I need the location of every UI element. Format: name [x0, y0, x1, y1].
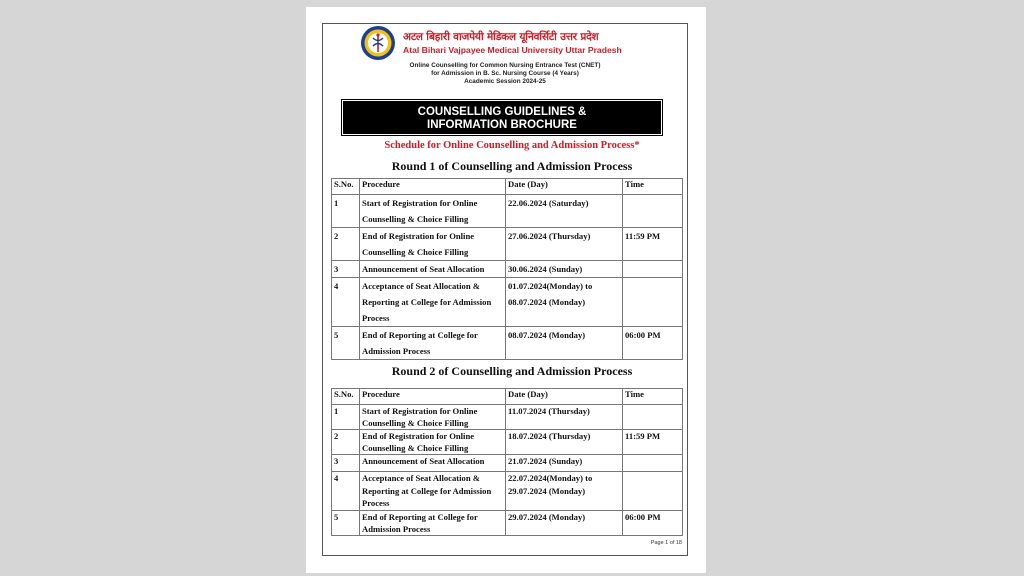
col-date: Date (Day): [506, 179, 623, 195]
col-time: Time: [623, 389, 683, 405]
cell-time: [623, 195, 683, 228]
cell-date: 21.07.2024 (Sunday): [506, 455, 623, 472]
academic-session: Academic Session 2024-25: [464, 78, 546, 85]
cell-procedure: Start of Registration for Online Counselling & Choice Filling: [360, 195, 506, 228]
university-name-hindi: अटल बिहारी वाजपेयी मेडिकल यूनिवर्सिटी उत्तर प्रदेश: [403, 31, 599, 43]
col-date: Date (Day): [506, 389, 623, 405]
col-sno: S.No.: [332, 389, 360, 405]
cell-sno: 2: [332, 430, 360, 455]
cell-time: [623, 261, 683, 278]
cell-procedure: Acceptance of Seat Allocation & Reporting at College for Admission Process: [360, 472, 506, 511]
cell-procedure: End of Registration for Online Counselling & Choice Filling: [360, 228, 506, 261]
course-line-2: for Admission in B. Sc. Nursing Course (4 Years): [431, 70, 579, 77]
table-row: [332, 510, 683, 535]
page-number: Page 1 of 18: [650, 540, 682, 546]
cell-date: 08.07.2024 (Monday): [506, 327, 623, 360]
round-2-table: [331, 388, 683, 536]
cell-time: [623, 455, 683, 472]
table-header-row: [332, 179, 683, 195]
cell-sno: 4: [332, 472, 360, 511]
round-1-title: Round 1 of Counselling and Admission Process: [391, 159, 633, 173]
course-line-1: Online Counselling for Common Nursing Entrance Test (CNET): [409, 62, 601, 69]
cell-sno: 3: [332, 455, 360, 472]
cell-procedure: Announcement of Seat Allocation: [360, 261, 506, 278]
cell-date: 01.07.2024(Monday) to 08.07.2024 (Monday): [506, 278, 623, 327]
table-row: [332, 405, 683, 430]
table-row: [332, 430, 683, 455]
col-sno: S.No.: [332, 179, 360, 195]
cell-procedure: Announcement of Seat Allocation: [360, 455, 506, 472]
cell-time: 06:00 PM: [623, 510, 683, 535]
cell-date: 22.06.2024 (Saturday): [506, 195, 623, 228]
table-row: [332, 472, 683, 511]
table-row: [332, 327, 683, 360]
banner-line-2: INFORMATION BROCHURE: [427, 119, 577, 131]
cell-sno: 5: [332, 510, 360, 535]
cell-time: 11:59 PM: [623, 228, 683, 261]
banner-line-1: COUNSELLING GUIDELINES &: [417, 106, 587, 118]
cell-time: [623, 278, 683, 327]
cell-procedure: Acceptance of Seat Allocation & Reporting at College for Admission Process: [360, 278, 506, 327]
table-row: [332, 455, 683, 472]
cell-time: [623, 472, 683, 511]
university-header: [360, 25, 660, 63]
cell-procedure: End of Reporting at College for Admission Process: [360, 327, 506, 360]
cell-sno: 4: [332, 278, 360, 327]
cell-procedure: End of Reporting at College for Admission Process: [360, 510, 506, 535]
university-logo-icon: [360, 25, 396, 61]
cell-date: 22.07.2024(Monday) to 29.07.2024 (Monday): [506, 472, 623, 511]
cell-sno: 1: [332, 405, 360, 430]
table-header-row: [332, 389, 683, 405]
cell-sno: 1: [332, 195, 360, 228]
cell-sno: 5: [332, 327, 360, 360]
cell-date: 11.07.2024 (Thursday): [506, 405, 623, 430]
university-name-english: Atal Bihari Vajpayee Medical University Uttar Pradesh: [403, 45, 622, 55]
cell-procedure: End of Registration for Online Counselling & Choice Filling: [360, 430, 506, 455]
col-procedure: Procedure: [360, 389, 506, 405]
round-2-title: Round 2 of Counselling and Admission Process: [391, 364, 633, 378]
table-row: [332, 261, 683, 278]
cell-procedure: Start of Registration for Online Counselling & Choice Filling: [360, 405, 506, 430]
table-row: [332, 278, 683, 327]
cell-sno: 2: [332, 228, 360, 261]
cell-sno: 3: [332, 261, 360, 278]
schedule-title: Schedule for Online Counselling and Admission Process*: [384, 140, 640, 151]
cell-time: 06:00 PM: [623, 327, 683, 360]
cell-date: 18.07.2024 (Thursday): [506, 430, 623, 455]
cell-date: 29.07.2024 (Monday): [506, 510, 623, 535]
cell-date: 30.06.2024 (Sunday): [506, 261, 623, 278]
brochure-banner: [343, 101, 661, 134]
table-row: [332, 195, 683, 228]
cell-date: 27.06.2024 (Thursday): [506, 228, 623, 261]
cell-time: [623, 405, 683, 430]
cell-time: 11:59 PM: [623, 430, 683, 455]
col-procedure: Procedure: [360, 179, 506, 195]
table-row: [332, 228, 683, 261]
col-time: Time: [623, 179, 683, 195]
round-1-table: [331, 178, 683, 360]
